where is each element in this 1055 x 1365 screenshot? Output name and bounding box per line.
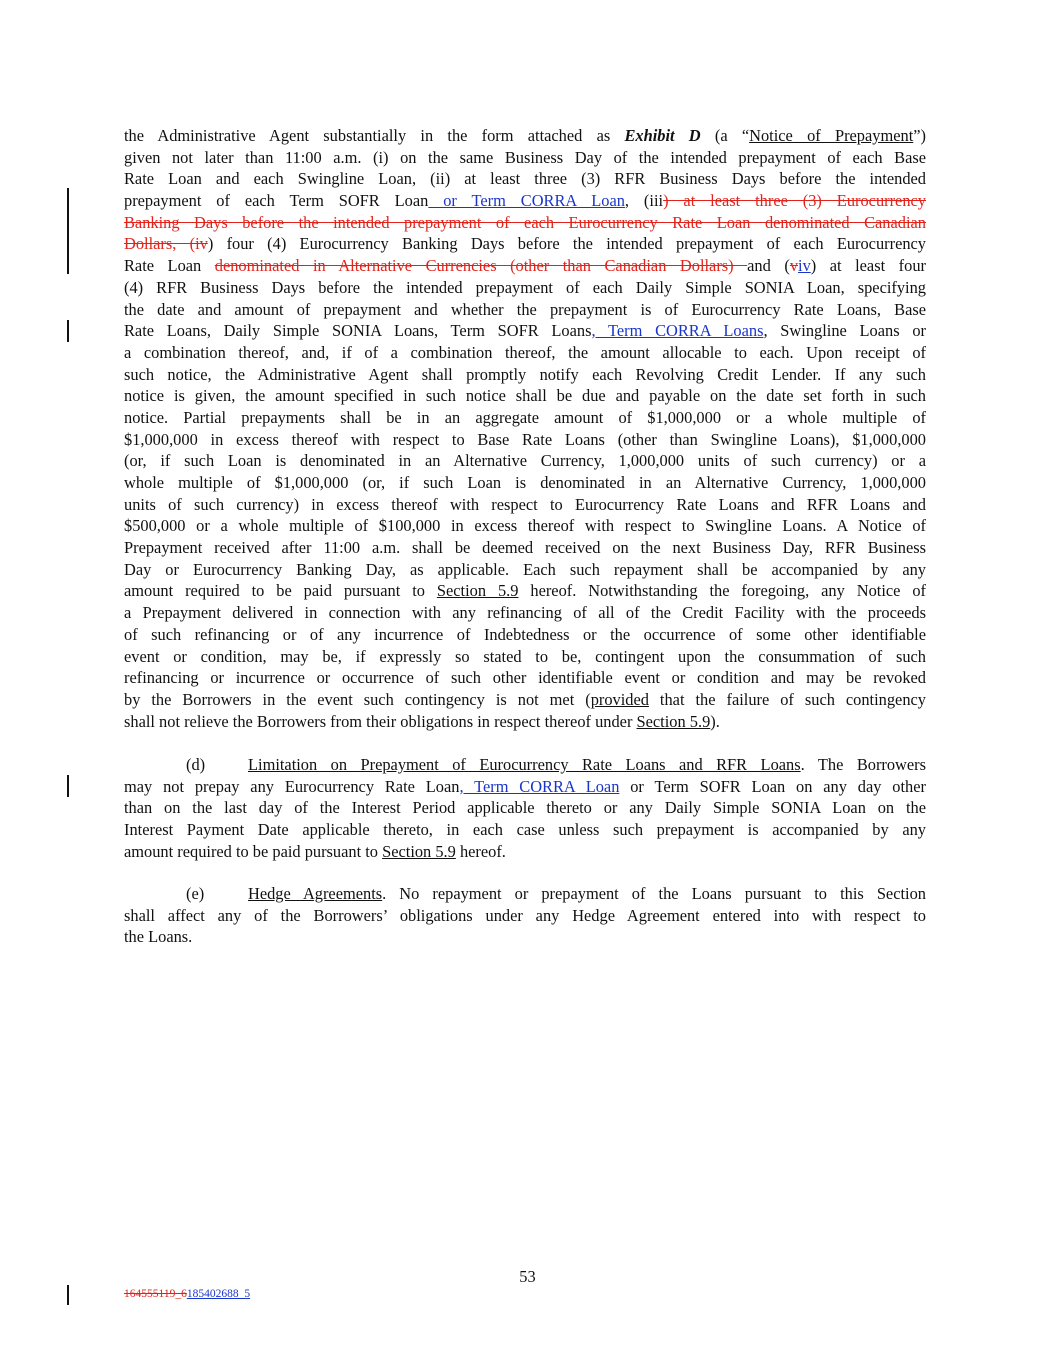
- text-line: [124, 537, 926, 559]
- text-line: [124, 190, 926, 212]
- document-id-inserted: 185402688_5: [186, 1288, 251, 1300]
- text-run: units of such currency) in excess thereof with respect to Eurocurrency Rate Loans and RFR Loans and: [124, 494, 926, 514]
- text-run: . No repayment or prepayment of the Loans pursuant to this Section: [382, 884, 926, 903]
- subsection-label: (e): [186, 884, 205, 903]
- text-run: shall not relieve the Borrowers from their obligations in respect thereof under: [124, 711, 637, 731]
- deleted-text: Dollars, (iv: [124, 234, 208, 254]
- underlined-term: Hedge Agreements: [248, 884, 383, 903]
- text-line: [124, 515, 926, 537]
- text-run: Rate Loans, Daily Simple SONIA Loans, Term SOFR Loans: [124, 321, 592, 341]
- underlined-term: Section 5.9: [436, 581, 519, 601]
- text-run: , (iii: [624, 191, 664, 211]
- text-run: hereof.: [455, 841, 506, 861]
- text-line: [124, 450, 926, 472]
- text-run: may not prepay any Eurocurrency Rate Loan: [124, 776, 460, 796]
- text-line: [124, 646, 926, 668]
- text-line: [124, 841, 926, 863]
- text-run: amount required to be paid pursuant to: [124, 841, 383, 861]
- text-line: [124, 689, 926, 711]
- text-line: [124, 883, 926, 905]
- text-line: [124, 364, 926, 386]
- text-line: [124, 147, 926, 169]
- text-line: [124, 667, 926, 689]
- text-run: than on the last day of the Interest Period applicable thereto or any Daily Simple SONIA Loan on the: [124, 798, 926, 818]
- underlined-term: Limitation on Prepayment of Eurocurrency Rate Loans and RFR Loans: [248, 755, 801, 774]
- text-line: [124, 819, 926, 841]
- document-id-deleted: 164555119_6: [124, 1288, 187, 1300]
- text-run: notice is given, the amount specified in such notice shall be due and payable on the date set forth in such: [124, 386, 926, 406]
- text-line: [124, 905, 926, 927]
- text-run: . The Borrowers: [800, 755, 927, 774]
- document-id-footer: [124, 1288, 250, 1300]
- text-run: ).: [710, 711, 720, 731]
- text-run: a Prepayment delivered in connection with any refinancing of all of the Credit Facility with the proceeds: [124, 603, 926, 623]
- deleted-text: v: [789, 256, 799, 276]
- text-run: by the Borrowers in the event such contingency is not met (: [124, 689, 591, 709]
- text-line: [124, 776, 926, 798]
- text-run: notice. Partial prepayments shall be in an aggregate amount of $1,000,000 or a whole multiple of: [124, 407, 926, 427]
- inserted-text: , Term CORRA Loans: [591, 321, 764, 341]
- underlined-term: Section 5.9: [636, 711, 711, 731]
- text-run: given not later than 11:00 a.m. (i) on the same Business Day of the intended prepayment of each Base: [124, 147, 926, 167]
- text-run: (a “: [700, 126, 750, 145]
- paragraph-c-continued: [124, 125, 926, 732]
- text-line: [124, 494, 926, 516]
- text-line: [124, 125, 926, 147]
- text-line: [124, 299, 926, 321]
- text-line: [124, 407, 926, 429]
- text-run: Day or Eurocurrency Banking Day, as applicable. Each such repayment shall be accompanied by any: [124, 559, 926, 579]
- text-line: [124, 429, 926, 451]
- inserted-text: , Term CORRA Loan: [459, 776, 620, 796]
- text-line: [124, 559, 926, 581]
- deleted-text: Banking Days before the intended prepayment of each Eurocurrency Rate Loan denominated Canadian: [124, 212, 926, 232]
- text-run: $1,000,000 in excess thereof with respect to Base Rate Loans (other than Swingline Loans), $1,000,000: [124, 429, 926, 449]
- deleted-text: denominated in Alternative Currencies (other than Canadian Dollars): [214, 256, 748, 276]
- text-run: the Administrative Agent substantially in the form attached as: [124, 126, 625, 145]
- text-run: whole multiple of $1,000,000 (or, if such Loan is denominated in an Alternative Currency, 1,000,000: [124, 473, 926, 492]
- change-bar: [67, 188, 69, 274]
- inserted-text: iv: [798, 256, 811, 276]
- deleted-text: ) at least three (3) Eurocurrency: [663, 191, 926, 211]
- text-line: [124, 342, 926, 364]
- subsection-label: (d): [186, 755, 206, 774]
- text-run: Prepayment received after 11:00 a.m. shall be deemed received on the next Business Day, RFR Business: [124, 538, 926, 558]
- text-run: $500,000 or a whole multiple of $100,000 in excess thereof with respect to Swingline Loans. A Notice of: [124, 516, 926, 536]
- paragraph-e-hedge-agreements: [124, 883, 926, 948]
- text-run: the Loans.: [124, 927, 193, 947]
- text-run: (4) RFR Business Days before the intended prepayment of each Daily Simple SONIA Loan, specifying: [124, 277, 926, 297]
- text-run: Rate Loan: [124, 256, 215, 276]
- text-line: [124, 754, 926, 776]
- text-line: [124, 233, 926, 255]
- text-run: (or, if such Loan is denominated in an Alternative Currency, 1,000,000 units of such currency) or a: [124, 451, 926, 471]
- text-run: ) at least four: [810, 256, 926, 276]
- exhibit-reference: Exhibit D: [624, 126, 701, 145]
- change-bar: [67, 320, 69, 342]
- text-run: event or condition, may be, if expressly so stated to be, contingent upon the consummation of such: [124, 646, 926, 666]
- text-line: [124, 624, 926, 646]
- text-run: hereof. Notwithstanding the foregoing, any Notice of: [518, 581, 926, 601]
- paragraph-d-limitation-on-prepayment: [124, 754, 926, 862]
- text-line: [124, 602, 926, 624]
- underlined-term: Notice of Prepayment: [749, 126, 914, 145]
- text-line: [124, 385, 926, 407]
- text-run: of such refinancing or of any incurrence of Indebtedness or the occurrence of some other identifiable: [124, 624, 926, 644]
- text-line: [124, 580, 926, 602]
- change-bar: [67, 775, 69, 797]
- text-run: shall affect any of the Borrowers’ obligations under any Hedge Agreement entered into with respect to: [124, 905, 926, 925]
- text-line: [124, 711, 926, 733]
- text-run: a combination thereof, and, if of a combination thereof, the amount allocable to each. Upon receipt of: [124, 342, 926, 362]
- text-run: or Term SOFR Loan on any day other: [619, 776, 926, 796]
- text-run: that the failure of such contingency: [648, 689, 926, 709]
- text-run: ”): [913, 126, 926, 145]
- underlined-term: Section 5.9: [382, 841, 456, 861]
- text-run: Rate Loan and each Swingline Loan, (ii) at least three (3) RFR Business Days before the intended: [124, 169, 926, 189]
- text-run: ) four (4) Eurocurrency Banking Days before the intended prepayment of each Eurocurrency: [207, 234, 927, 254]
- text-run: the date and amount of prepayment and whether the prepayment is of Eurocurrency Rate Loans, Base: [124, 299, 926, 319]
- text-line: [124, 797, 926, 819]
- change-bar: [67, 1285, 69, 1305]
- underlined-term: provided: [590, 689, 649, 709]
- page-number: 53: [519, 1267, 536, 1286]
- text-run: refinancing or incurrence or occurrence of such other identifiable event or condition and may be revoked: [124, 668, 926, 688]
- text-run: Interest Payment Date applicable thereto, in each case unless such prepayment is accompanied by any: [124, 820, 926, 840]
- text-run: and (: [747, 256, 790, 276]
- text-line: [124, 472, 926, 494]
- text-run: amount required to be paid pursuant to: [124, 581, 437, 601]
- text-line: [124, 277, 926, 299]
- inserted-text: or Term CORRA Loan: [428, 191, 625, 211]
- text-line: [124, 320, 926, 342]
- text-line: [124, 926, 926, 948]
- text-run: , Swingline Loans or: [763, 321, 926, 341]
- text-line: [124, 255, 926, 277]
- text-line: [124, 212, 926, 234]
- text-run: prepayment of each Term SOFR Loan: [124, 191, 429, 211]
- text-line: [124, 168, 926, 190]
- text-run: such notice, the Administrative Agent shall promptly notify each Revolving Credit Lender. If any such: [124, 364, 926, 384]
